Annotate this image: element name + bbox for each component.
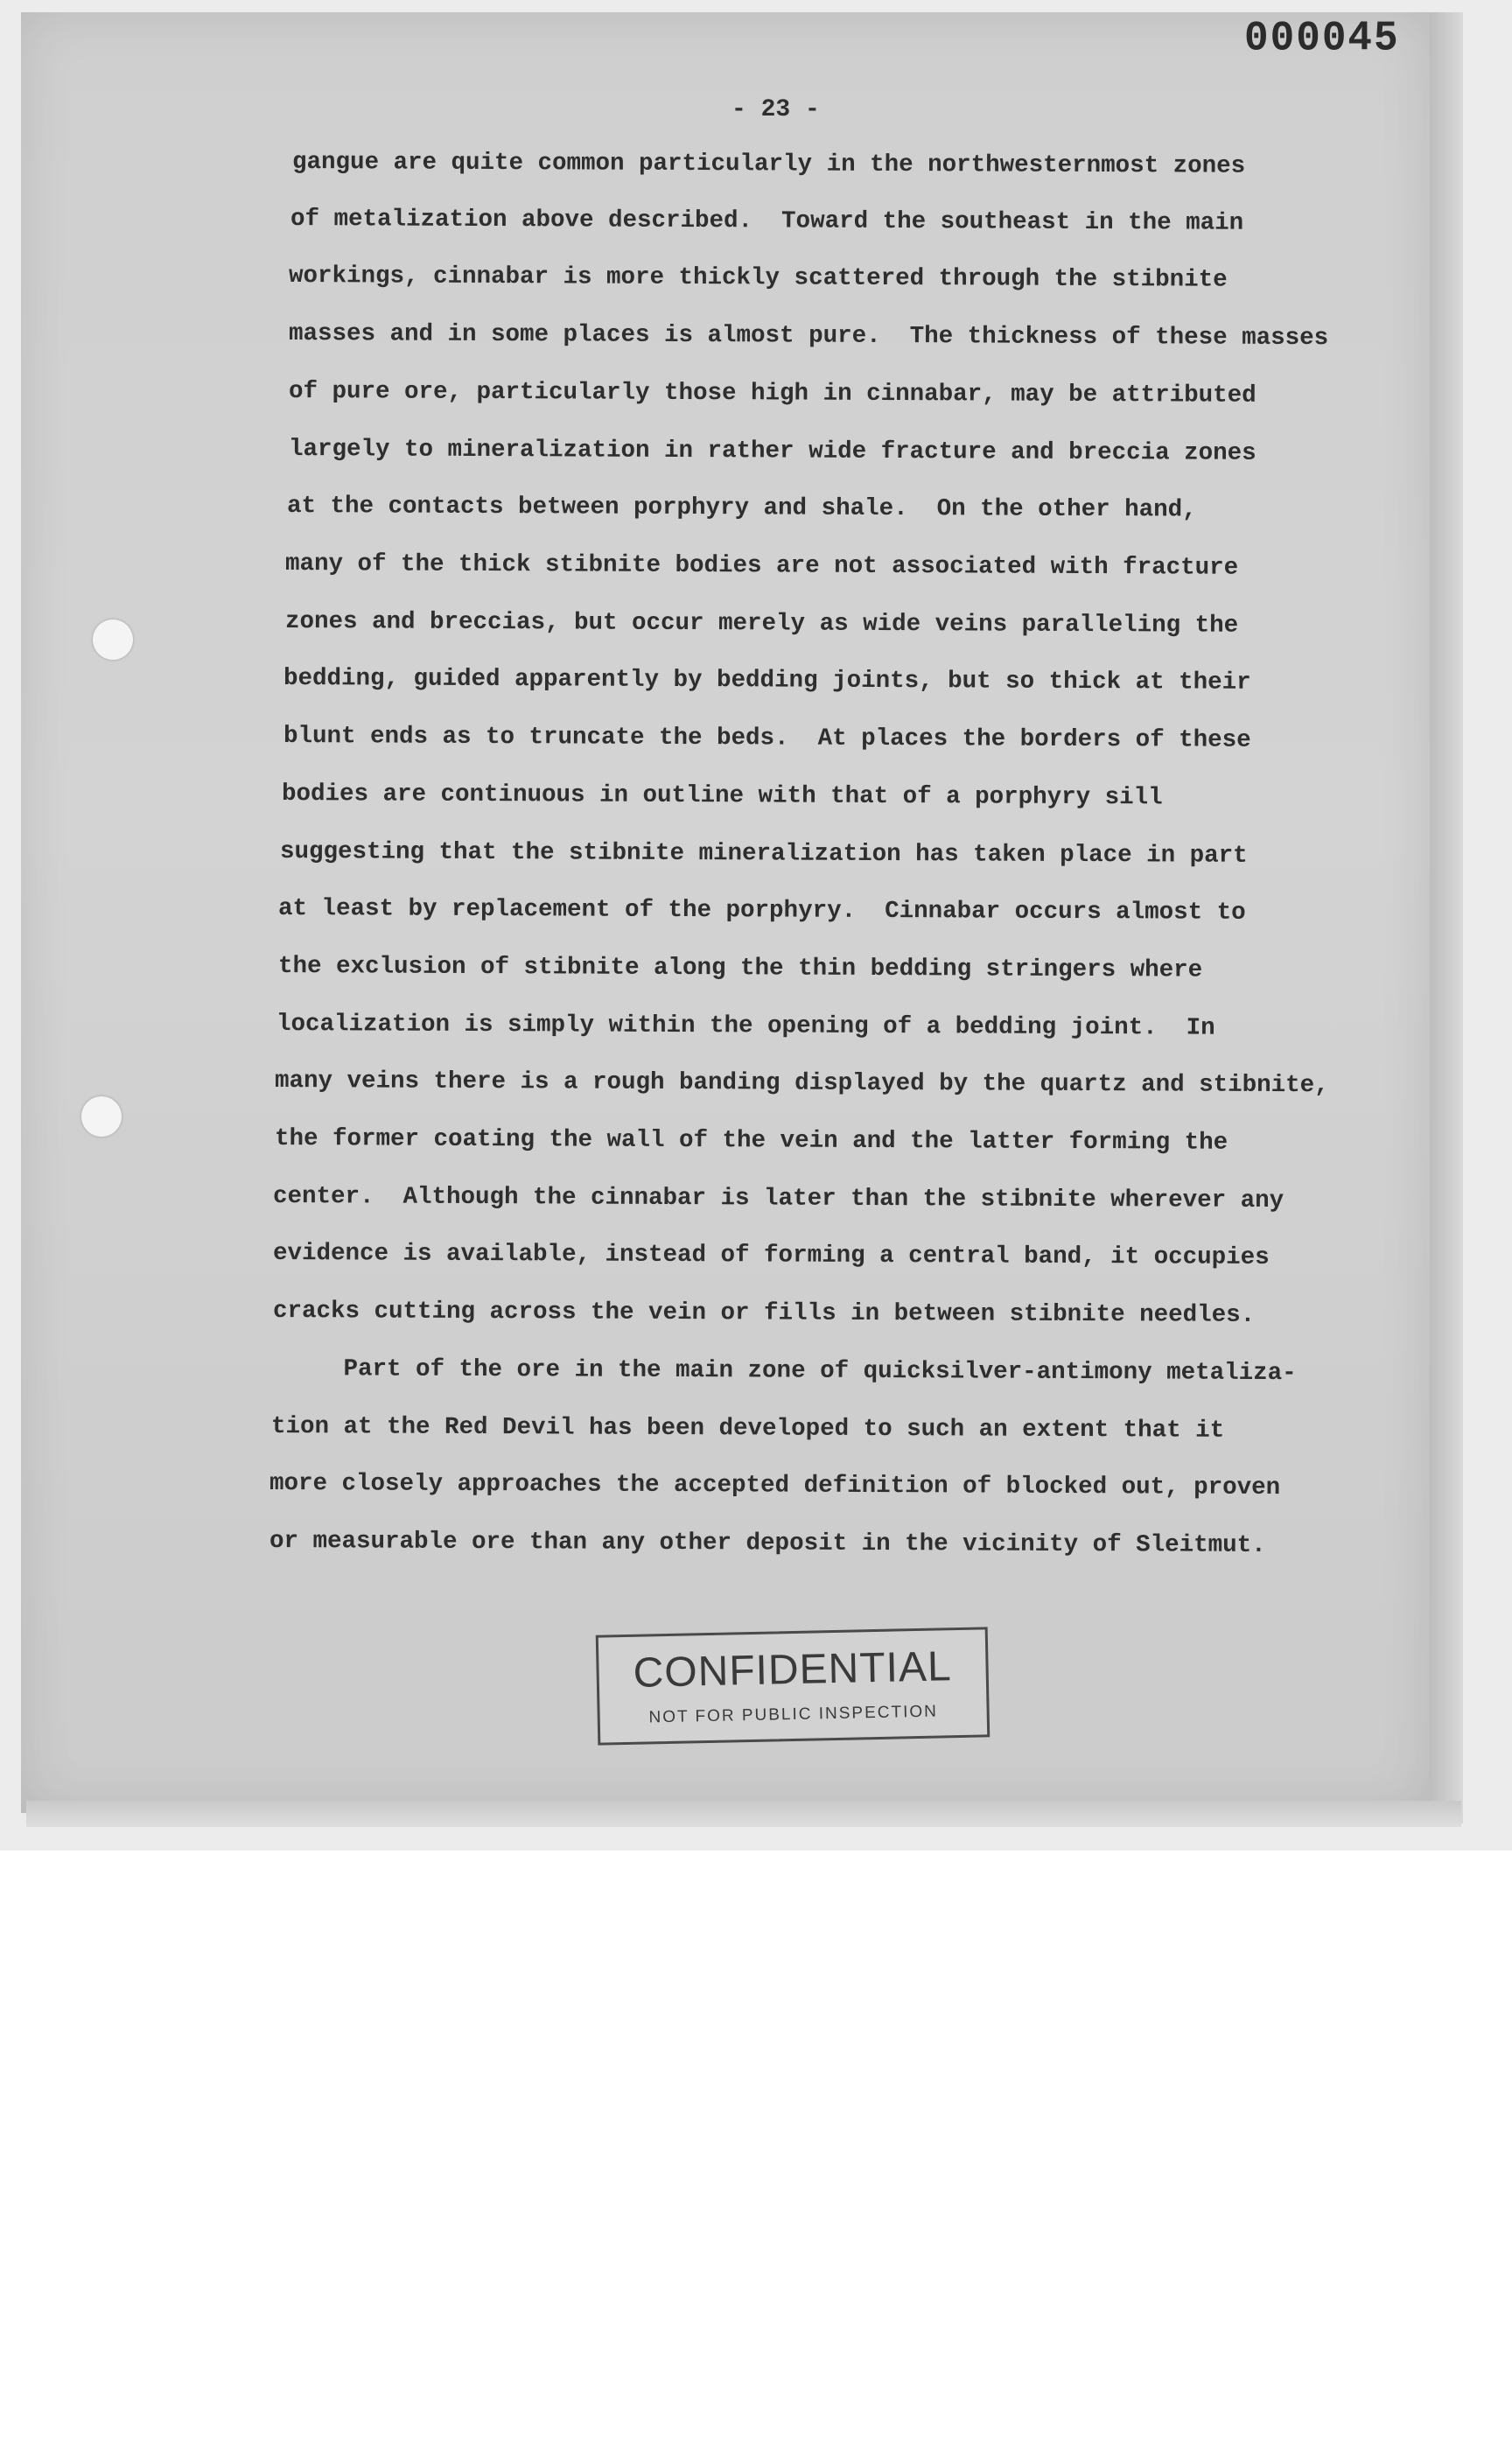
paper-edge-bottom xyxy=(26,1801,1461,1827)
text-line: masses and in some places is almost pure. The thickness of these masses xyxy=(288,320,1329,353)
punch-hole-bottom xyxy=(81,1096,122,1137)
stamp-subtitle: NOT FOR PUBLIC INSPECTION xyxy=(648,1702,939,1727)
text-line: of pure ore, particularly those high in cinnabar, may be attributed xyxy=(288,378,1256,410)
text-line: gangue are quite common particularly in the northwesternmost zones xyxy=(291,149,1246,180)
paper-edge-right xyxy=(1430,12,1463,1824)
text-line: many veins there is a rough banding displayed by the quartz and stibnite, xyxy=(274,1068,1329,1100)
text-line: bedding, guided apparently by bedding joints, but so thick at their xyxy=(283,665,1251,696)
text-line: blunt ends as to truncate the beds. At places the borders of these xyxy=(283,723,1251,754)
text-line: tion at the Red Devil has been developed to such an extent that it xyxy=(270,1413,1225,1445)
text-line: more closely approaches the accepted definition of blocked out, proven xyxy=(269,1470,1281,1502)
text-line: of metalization above described. Toward the southeast in the main xyxy=(290,206,1244,237)
text-line: center. Although the cinnabar is later than the stibnite wherever any xyxy=(272,1183,1284,1215)
text-line: at the contacts between porphyry and shale. On the other hand, xyxy=(286,493,1197,524)
text-line: the former coating the wall of the vein and the latter forming the xyxy=(274,1125,1228,1157)
text-line: many of the thick stibnite bodies are not associated with fracture xyxy=(284,550,1239,582)
page-number: - 23 - xyxy=(732,96,820,123)
text-line: at least by replacement of the porphyry. Cinnabar occurs almost to xyxy=(277,895,1246,927)
text-line: suggesting that the stibnite mineralization has taken place in part xyxy=(279,838,1248,870)
text-line: zones and breccias, but occur merely as wide veins paralleling the xyxy=(284,608,1239,640)
text-line: cracks cutting across the vein or fills in between stibnite needles. xyxy=(272,1298,1256,1329)
text-line: bodies are continuous in outline with that of a porphyry sill xyxy=(281,780,1163,812)
stamp-title: CONFIDENTIAL xyxy=(633,1643,953,1697)
confidential-stamp xyxy=(596,1627,990,1745)
text-line: workings, cinnabar is more thickly scattered through the stibnite xyxy=(288,262,1228,294)
text-line: the exclusion of stibnite along the thin bedding stringers where xyxy=(277,953,1203,984)
punch-hole-top xyxy=(93,620,133,660)
document-stamp-number: 000045 xyxy=(1244,14,1400,63)
text-line: localization is simply within the opening of a bedding joint. In xyxy=(276,1011,1215,1042)
text-line: largely to mineralization in rather wide fracture and breccia zones xyxy=(288,436,1256,467)
text-line: evidence is available, instead of forming a central band, it occupies xyxy=(272,1240,1270,1271)
text-line: Part of the ore in the main zone of quicksilver-antimony metaliza- xyxy=(270,1355,1297,1388)
text-line: or measurable ore than any other deposit in the vicinity of Sleitmut. xyxy=(269,1528,1266,1559)
